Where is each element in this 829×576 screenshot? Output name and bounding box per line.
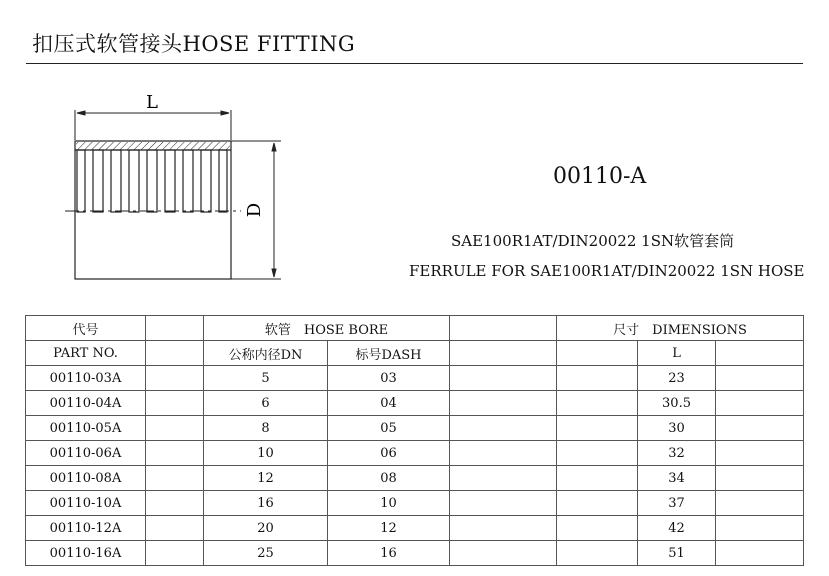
header-part-en: PART NO. xyxy=(26,341,146,366)
part-number: 00110-08A xyxy=(26,466,146,491)
header-dimensions: 尺寸 DIMENSIONS xyxy=(557,316,804,341)
part-code: 00110-A xyxy=(553,164,647,189)
diameter-label: D xyxy=(244,202,265,218)
l-value: 42 xyxy=(638,516,716,541)
part-number: 00110-06A xyxy=(26,441,146,466)
table-subheader-row xyxy=(26,341,804,366)
table-header-row xyxy=(26,316,804,341)
description-en: FERRULE FOR SAE100R1AT/DIN20022 1SN HOSE xyxy=(409,262,805,280)
dash-value: 04 xyxy=(328,391,450,416)
l-value: 30.5 xyxy=(638,391,716,416)
table-row xyxy=(26,491,804,516)
part-number: 00110-10A xyxy=(26,491,146,516)
dn-value: 25 xyxy=(204,541,328,566)
dash-value: 06 xyxy=(328,441,450,466)
l-value: 32 xyxy=(638,441,716,466)
title-divider xyxy=(26,63,803,64)
dn-value: 6 xyxy=(204,391,328,416)
l-value: 23 xyxy=(638,366,716,391)
l-value: 51 xyxy=(638,541,716,566)
part-number: 00110-05A xyxy=(26,416,146,441)
table-row xyxy=(26,366,804,391)
l-value: 37 xyxy=(638,491,716,516)
part-number: 00110-16A xyxy=(26,541,146,566)
dn-value: 20 xyxy=(204,516,328,541)
table-row xyxy=(26,416,804,441)
dash-value: 12 xyxy=(328,516,450,541)
header-dn: 公称内径DN xyxy=(204,341,328,366)
ferrule-drawing xyxy=(55,80,295,285)
length-dimension xyxy=(75,110,231,140)
table-row xyxy=(26,541,804,566)
page-title: 扣压式软管接头HOSE FITTING xyxy=(32,32,356,56)
header-l: L xyxy=(638,341,716,366)
ferrule-grooves xyxy=(77,150,227,212)
header-part-cn: 代号 xyxy=(26,316,146,341)
part-number: 00110-12A xyxy=(26,516,146,541)
l-value: 30 xyxy=(638,416,716,441)
header-hose-bore: 软管 HOSE BORE xyxy=(204,316,450,341)
part-number: 00110-03A xyxy=(26,366,146,391)
dash-value: 08 xyxy=(328,466,450,491)
dn-value: 5 xyxy=(204,366,328,391)
length-label: L xyxy=(146,92,158,113)
table-row xyxy=(26,441,804,466)
spec-table xyxy=(25,315,804,566)
dash-value: 10 xyxy=(328,491,450,516)
description-cn: SAE100R1AT/DIN20022 1SN软管套筒 xyxy=(451,232,735,250)
dash-value: 05 xyxy=(328,416,450,441)
dash-value: 03 xyxy=(328,366,450,391)
dn-value: 16 xyxy=(204,491,328,516)
table-row xyxy=(26,391,804,416)
dn-value: 12 xyxy=(204,466,328,491)
dn-value: 8 xyxy=(204,416,328,441)
l-value: 34 xyxy=(638,466,716,491)
table-row xyxy=(26,466,804,491)
dn-value: 10 xyxy=(204,441,328,466)
ferrule-wall-section xyxy=(76,142,230,150)
ferrule-outline xyxy=(75,141,231,279)
header-dash: 标号DASH xyxy=(328,341,450,366)
part-number: 00110-04A xyxy=(26,391,146,416)
dash-value: 16 xyxy=(328,541,450,566)
table-row xyxy=(26,516,804,541)
